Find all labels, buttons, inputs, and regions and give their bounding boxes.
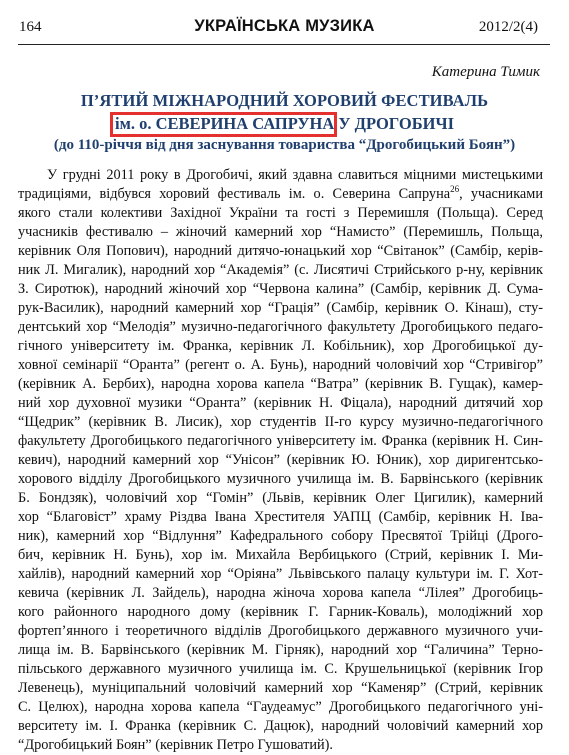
body-line: “Дрогобицький Боян” (керівник Петро Гушоватий). <box>18 737 334 753</box>
article-author: Катерина Тимик <box>431 64 540 80</box>
body-line: дентський хор “Мелодія” музично-педагогічного факультету Дрогобицького педаго- <box>18 319 543 335</box>
body-line: хайлів), народний камерний хор “Оріяна” Львівського палацу культури ім. Г. Хот- <box>18 566 543 582</box>
page-header <box>0 0 569 46</box>
body-line: Б. Бондзяк), чоловічий хор “Гомін” (Львів, керівник Олег Цигилик), камерний <box>18 490 543 506</box>
highlight-box <box>110 112 337 137</box>
issue-number: 2012/2(4) <box>478 19 538 35</box>
body-line: верситету ім. І. Франка (керівник С. Дацюк), народний чоловічий камерний хор <box>18 718 543 734</box>
body-line: хор “Благовіст” храму Різдва Івана Хрестителя УАПЦ (Самбір, керівник Н. Іва- <box>18 509 543 525</box>
body-line: кого районного народного дому (керівник Г. Гарник-Коваль), молодіжний хор <box>18 604 543 620</box>
article-title-line-2 <box>0 114 569 134</box>
footnote-ref[interactable]: 26 <box>450 184 460 195</box>
body-line: пільського державного музичного училища ім. С. Крушельницької (керівник Ігор <box>18 661 543 677</box>
body-line: З. Сиротюк), народний жіночий хор “Червона калина” (Самбір, керівник Д. Сума- <box>18 281 543 297</box>
body-line: С. Целюх), народна хорова капела “Гаудеамус” Дрогобицького педагогічного уні- <box>18 699 543 715</box>
body-line: хорового відділу Дрогобицького музичного училища ім. В. Барвінського (керівник <box>18 471 543 487</box>
body-line: ник), камерний хор “Відлуння” Кафедрального собору Пресвятої Трійці (Дрого- <box>18 528 543 544</box>
body-line: рук-Василик), народний камерний хор “Грація” (Самбір, керівник О. Кінаш), сту- <box>18 300 543 316</box>
body-line: кевич), народний камерний хор “Унісон” (керівник Ю. Юник), хор диригентсько- <box>18 452 543 468</box>
body-line: фортеп’янного і теоретичного відділів Дрогобицького державного музичного учи- <box>18 623 543 639</box>
body-line: Левенець), муніципальний чоловічий камерний хор “Каменяр” (Стрий, керівник <box>18 680 543 696</box>
body-text: традиціями, відбувся хоровий фестиваль ім. о. Северина Сапруна <box>18 186 451 202</box>
body-line: ний хор духовної музики “Оранта” (керівник Н. Фіцала), народний дитячий хор <box>18 395 543 411</box>
body-line: якого стали колективи Західної України та гості з Перемишля (Польща). Серед <box>18 205 543 221</box>
body-line: керівник Оля Попович), народний дитячо-юнацький хор “Світанок” (Самбір, керів- <box>18 243 543 259</box>
body-line: ник Л. Мигалик), народний хор “Академія” (с. Лисятичі Стрийського р-ну, керівник <box>18 262 543 278</box>
header-divider <box>18 44 550 45</box>
article-title-line-1: П’ЯТИЙ МІЖНАРОДНИЙ ХОРОВИЙ ФЕСТИВАЛЬ <box>80 91 489 110</box>
body-line <box>18 185 543 204</box>
journal-title: УКРАЇНСЬКА МУЗИКА <box>194 17 375 35</box>
body-text: , учасниками <box>459 186 543 202</box>
body-line: У грудні 2011 року в Дрогобичі, який здавна славиться міцними мистецькими <box>47 167 543 183</box>
body-line: (керівник А. Бербих), народна хорова капела “Ватра” (керівник В. Гущак), камер- <box>18 376 543 392</box>
body-line: ховної семінарії “Оранта” (регент о. А. Бунь), народний чоловічий хор “Стривігор” <box>18 357 543 373</box>
body-line: “Щедрик” (керівник В. Лисик), хор студентів ІІ-го курсу музично-педагогічного <box>18 414 543 430</box>
article-body <box>18 166 543 755</box>
page-number: 164 <box>19 19 42 35</box>
body-line: лища ім. В. Барвінського (керівник М. Гірняк), народний хор “Галичина” Терно- <box>18 642 543 658</box>
highlighted-name <box>115 114 334 134</box>
body-line: факультету Дрогобицького педагогічного університету ім. Франка (керівник Н. Син- <box>18 433 543 449</box>
highlighted-name-text: ім. о. СЕВЕРИНА САПРУНА <box>115 114 335 133</box>
body-line: гічного університету ім. Франка, керівник Л. Кобільник), хор Дрогобицької ду- <box>18 338 543 354</box>
body-line: бич, керівник Н. Бунь), хор ім. Михайла Вербицького (Стрий, керівник І. Ми- <box>18 547 543 563</box>
title-line-2-rest: У ДРОГОБИЧІ <box>334 114 454 133</box>
body-line: кевича (керівник Л. Зайдель), народна жіноча хорова капела “Лілея” Дрогобиць- <box>18 585 543 601</box>
article-subtitle: (до 110-річчя від дня заснування товариства “Дрогобицький Боян”) <box>53 137 516 153</box>
body-line: учасників фестивалю – жіночий камерний хор “Намисто” (Перемишль, Польща, <box>18 224 543 240</box>
